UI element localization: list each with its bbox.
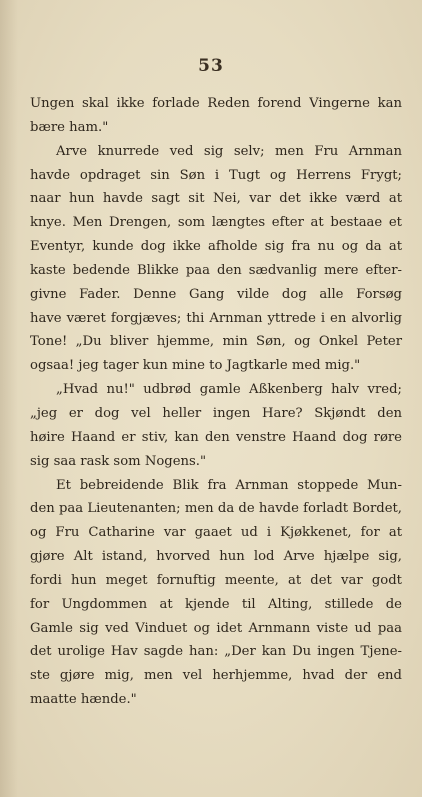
- text-line: fordi hun meget fornuftig meente, at det var godt: [30, 572, 402, 588]
- text-line: Et bebreidende Blik fra Arnman stoppede Mun-: [56, 477, 402, 493]
- text-line: ste gjøre mig, men vel herhjemme, hvad der end: [30, 668, 402, 684]
- text-line: for Ungdommen at kjende til Alting, stillede de: [30, 596, 402, 612]
- text-line: den paa Lieutenanten; men da de havde forladt Bordet,: [30, 501, 402, 517]
- text-line: og Fru Catharine var gaaet ud i Kjøkkenet, for at: [30, 525, 402, 541]
- text-line: knye. Men Drengen, som længtes efter at bestaae et: [30, 215, 402, 231]
- text-line: maatte hænde.": [30, 692, 137, 708]
- text-line: „Hvad nu!" udbrød gamle Aßkenberg halv vred;: [56, 382, 402, 398]
- text-line: gjøre Alt istand, hvorved hun lod Arve hjælpe sig,: [30, 549, 402, 565]
- text-line: det urolige Hav sagde han: „Der kan Du ingen Tjene-: [30, 644, 402, 660]
- text-line: Eventyr, kunde dog ikke afholde sig fra nu og da at: [30, 239, 402, 255]
- text-line: „jeg er dog vel heller ingen Hare? Skjøndt den: [30, 405, 402, 421]
- text-line: havde opdraget sin Søn i Tugt og Herrens Frygt;: [30, 167, 402, 183]
- text-line: høire Haand er stiv, kan den venstre Haand dog røre: [30, 429, 402, 445]
- text-line: givne Fader. Denne Gang vilde dog alle Forsøg: [30, 286, 402, 302]
- text-line: Gamle sig ved Vinduet og idet Arnmann viste ud paa: [30, 620, 402, 636]
- text-line: sig saa rask som Nogens.": [30, 453, 207, 469]
- text-line: kaste bedende Blikke paa den sædvanlig mere efter-: [30, 262, 402, 278]
- text-line: Tone! „Du bliver hjemme, min Søn, og Onkel Peter: [30, 334, 402, 350]
- page-number: 53: [198, 56, 224, 76]
- text-line: naar hun havde sagt sit Nei, var det ikke værd at: [30, 191, 402, 207]
- text-line: Ungen skal ikke forlade Reden forend Vingerne kan: [30, 96, 402, 111]
- text-line: bære ham.": [30, 119, 109, 135]
- text-line: Arve knurrede ved sig selv; men Fru Arnman: [56, 143, 402, 159]
- text-line: have været forgjæves; thi Arnman yttrede i en alvorlig: [30, 310, 402, 326]
- text-line: ogsaa! jeg tager kun mine to Jagtkarle med mig.": [30, 358, 361, 374]
- body-text: [30, 92, 402, 712]
